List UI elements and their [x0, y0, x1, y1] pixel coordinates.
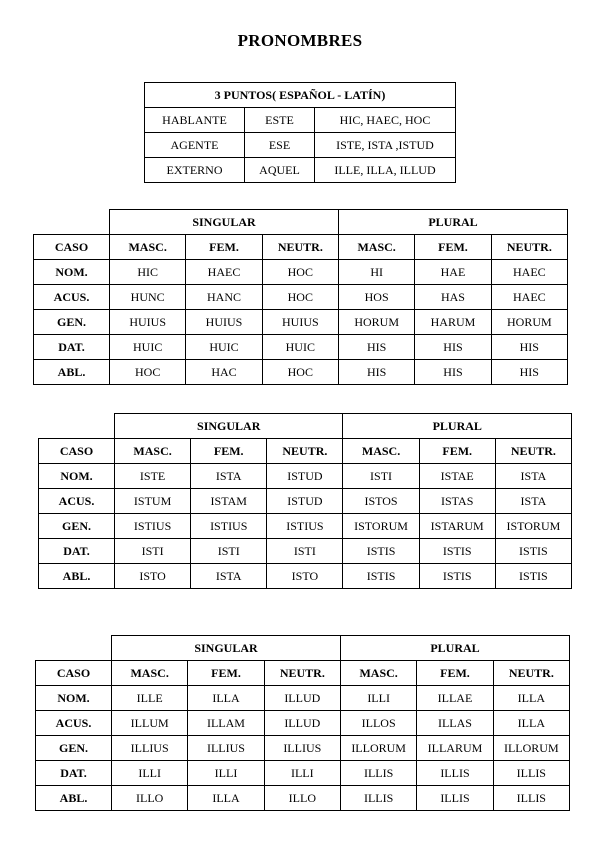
case-label: ACUS.	[39, 489, 115, 514]
case-label: DAT.	[36, 761, 112, 786]
column-header: NEUTR.	[264, 661, 340, 686]
table-cell: ISTE, ISTA ,ISTUD	[315, 133, 456, 158]
table-row	[145, 108, 456, 133]
plural-header: PLURAL	[340, 636, 569, 661]
table-cell: HORUM	[491, 310, 567, 335]
column-header: CASO	[34, 235, 110, 260]
case-label: GEN.	[39, 514, 115, 539]
case-label: ACUS.	[34, 285, 110, 310]
case-label: ABL.	[39, 564, 115, 589]
case-label: DAT.	[39, 539, 115, 564]
column-header: FEM.	[191, 439, 267, 464]
plural-header: PLURAL	[343, 414, 572, 439]
table-cell: ISTIUS	[191, 514, 267, 539]
table-row	[36, 786, 570, 811]
table-cell: HUIC	[186, 335, 262, 360]
table-cell: HIS	[338, 335, 414, 360]
table-cell: ILLOS	[340, 711, 416, 736]
table-cell: ISTAS	[419, 489, 495, 514]
table-cell: HUIC	[110, 335, 186, 360]
column-header-row	[34, 235, 568, 260]
table-row	[39, 514, 572, 539]
table-cell: HUIUS	[262, 310, 338, 335]
table-row	[36, 686, 570, 711]
case-label: DAT.	[34, 335, 110, 360]
table-cell: HUIUS	[186, 310, 262, 335]
table-cell: ISTORUM	[343, 514, 419, 539]
table-row	[36, 711, 570, 736]
table-cell: HI	[338, 260, 414, 285]
table-cell: ILLI	[340, 686, 416, 711]
blank-corner	[36, 636, 112, 661]
table-cell: HORUM	[338, 310, 414, 335]
table-cell: ISTIS	[419, 564, 495, 589]
table-cell: HIC	[110, 260, 186, 285]
table-cell: ILLARUM	[417, 736, 493, 761]
column-header: MASC.	[112, 661, 188, 686]
table-cell: HAC	[186, 360, 262, 385]
column-header: FEM.	[186, 235, 262, 260]
table-cell: ILLE	[112, 686, 188, 711]
table-cell: ISTI	[267, 539, 343, 564]
table-cell: ILLUM	[112, 711, 188, 736]
table-row	[34, 335, 568, 360]
table-cell: HAEC	[491, 260, 567, 285]
table-cell: ILLIS	[417, 761, 493, 786]
column-header: MASC.	[338, 235, 414, 260]
table-row	[39, 489, 572, 514]
page-title: PRONOMBRES	[237, 31, 363, 50]
table-cell: HUNC	[110, 285, 186, 310]
singular-header: SINGULAR	[115, 414, 343, 439]
column-header: NEUTR.	[267, 439, 343, 464]
case-label: ABL.	[36, 786, 112, 811]
table-cell: ISTO	[115, 564, 191, 589]
case-label: GEN.	[36, 736, 112, 761]
column-header: FEM.	[417, 661, 493, 686]
column-header: NEUTR.	[495, 439, 571, 464]
table-row	[145, 158, 456, 183]
table-cell: ILLORUM	[340, 736, 416, 761]
table-cell: AGENTE	[145, 133, 245, 158]
table-cell: ISTIS	[343, 564, 419, 589]
table-cell: ISTIUS	[267, 514, 343, 539]
table-cell: ISTA	[495, 464, 571, 489]
table-cell: HIS	[415, 360, 491, 385]
table-cell: EXTERNO	[145, 158, 245, 183]
column-header: MASC.	[115, 439, 191, 464]
table-cell: HOC	[262, 285, 338, 310]
column-header: MASC.	[343, 439, 419, 464]
case-label: NOM.	[39, 464, 115, 489]
column-header: CASO	[36, 661, 112, 686]
table-cell: ISTAE	[419, 464, 495, 489]
blank-corner	[39, 414, 115, 439]
table-cell: HUIC	[262, 335, 338, 360]
table-cell: ESTE	[245, 108, 315, 133]
table-cell: ILLORUM	[493, 736, 569, 761]
declension-table-ille	[35, 635, 570, 811]
case-label: NOM.	[34, 260, 110, 285]
table-row	[36, 761, 570, 786]
blank-corner	[34, 210, 110, 235]
table-cell: HIS	[338, 360, 414, 385]
table-cell: ISTIUS	[115, 514, 191, 539]
table-cell: ILLA	[188, 786, 264, 811]
column-header-row	[36, 661, 570, 686]
table-cell: ISTI	[115, 539, 191, 564]
table-cell: HIS	[491, 335, 567, 360]
table-row	[36, 736, 570, 761]
column-header: FEM.	[188, 661, 264, 686]
table-cell: ISTI	[191, 539, 267, 564]
table-cell: ILLAM	[188, 711, 264, 736]
table-cell: HIS	[491, 360, 567, 385]
table-row	[39, 539, 572, 564]
column-header: FEM.	[415, 235, 491, 260]
table-cell: ISTE	[115, 464, 191, 489]
table-cell: ISTI	[343, 464, 419, 489]
table-cell: ILLIS	[417, 786, 493, 811]
table-row	[39, 464, 572, 489]
table-cell: HOS	[338, 285, 414, 310]
table-cell: ISTIS	[495, 564, 571, 589]
column-header: MASC.	[110, 235, 186, 260]
column-header: NEUTR.	[493, 661, 569, 686]
table-cell: ISTOS	[343, 489, 419, 514]
table-cell: HAEC	[491, 285, 567, 310]
declension-table-iste	[38, 413, 572, 589]
table-row	[34, 260, 568, 285]
table-cell: ILLUD	[264, 686, 340, 711]
table-cell: ISTA	[191, 464, 267, 489]
table-row	[34, 285, 568, 310]
table-cell: ILLIS	[340, 761, 416, 786]
table-cell: ILLIUS	[112, 736, 188, 761]
table-cell: HIC, HAEC, HOC	[315, 108, 456, 133]
table-cell: ISTUD	[267, 464, 343, 489]
points-table-title: 3 PUNTOS( ESPAÑOL - LATÍN)	[145, 83, 456, 108]
singular-header: SINGULAR	[110, 210, 339, 235]
table-cell: ILLI	[264, 761, 340, 786]
table-cell: HAS	[415, 285, 491, 310]
table-cell: ESE	[245, 133, 315, 158]
points-table	[144, 82, 456, 183]
table-cell: HOC	[110, 360, 186, 385]
column-header: CASO	[39, 439, 115, 464]
table-cell: ILLAE	[417, 686, 493, 711]
table-cell: ISTA	[495, 489, 571, 514]
table-cell: ISTAM	[191, 489, 267, 514]
table-cell: ISTIS	[343, 539, 419, 564]
table-cell: ISTIS	[419, 539, 495, 564]
table-cell: HANC	[186, 285, 262, 310]
table-cell: ISTORUM	[495, 514, 571, 539]
table-cell: ILLA	[493, 686, 569, 711]
table-row	[145, 133, 456, 158]
table-cell: ILLAS	[417, 711, 493, 736]
table-cell: ILLI	[188, 761, 264, 786]
table-row	[39, 564, 572, 589]
column-header: FEM.	[419, 439, 495, 464]
table-cell: ILLIUS	[188, 736, 264, 761]
case-label: ACUS.	[36, 711, 112, 736]
table-cell: ISTA	[191, 564, 267, 589]
table-cell: HABLANTE	[145, 108, 245, 133]
table-cell: HIS	[415, 335, 491, 360]
table-cell: ILLA	[188, 686, 264, 711]
declension-table-hic	[33, 209, 568, 385]
column-header-row	[39, 439, 572, 464]
table-cell: HARUM	[415, 310, 491, 335]
singular-header: SINGULAR	[112, 636, 341, 661]
case-label: GEN.	[34, 310, 110, 335]
table-cell: ILLIS	[493, 761, 569, 786]
table-cell: ILLA	[493, 711, 569, 736]
table-cell: ISTO	[267, 564, 343, 589]
case-label: NOM.	[36, 686, 112, 711]
table-cell: ILLUD	[264, 711, 340, 736]
table-cell: ISTUM	[115, 489, 191, 514]
table-cell: ILLI	[112, 761, 188, 786]
column-header: NEUTR.	[491, 235, 567, 260]
table-cell: ILLE, ILLA, ILLUD	[315, 158, 456, 183]
table-cell: ILLIS	[493, 786, 569, 811]
table-cell: ILLO	[264, 786, 340, 811]
table-cell: ILLO	[112, 786, 188, 811]
table-cell: ILLIUS	[264, 736, 340, 761]
table-cell: ISTIS	[495, 539, 571, 564]
column-header: NEUTR.	[262, 235, 338, 260]
table-row	[34, 310, 568, 335]
table-cell: HUIUS	[110, 310, 186, 335]
table-cell: ISTUD	[267, 489, 343, 514]
case-label: ABL.	[34, 360, 110, 385]
table-cell: ISTARUM	[419, 514, 495, 539]
table-row	[34, 360, 568, 385]
column-header: MASC.	[340, 661, 416, 686]
table-cell: HAE	[415, 260, 491, 285]
table-cell: HAEC	[186, 260, 262, 285]
table-cell: AQUEL	[245, 158, 315, 183]
table-cell: HOC	[262, 260, 338, 285]
table-cell: HOC	[262, 360, 338, 385]
table-cell: ILLIS	[340, 786, 416, 811]
plural-header: PLURAL	[338, 210, 567, 235]
